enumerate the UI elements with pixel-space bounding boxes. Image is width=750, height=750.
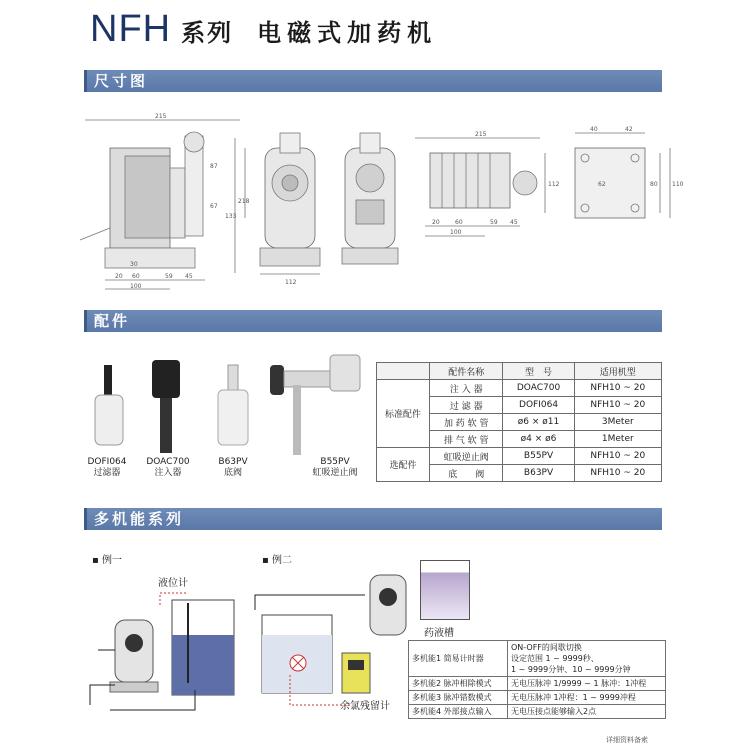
table-cell: 过 滤 器: [430, 397, 503, 414]
table-cell: 多机能3 脉冲错数模式: [409, 691, 508, 705]
group-label: 选配件: [377, 448, 430, 482]
accessories-table: [376, 362, 662, 482]
dim-label: 60: [455, 219, 463, 226]
foot-valve-part-image: [218, 365, 248, 445]
dimension-drawings: [70, 108, 684, 298]
table-header-cell: 配件名称: [430, 363, 503, 380]
group-label: 标准配件: [377, 380, 430, 448]
example-1-text: 例一: [101, 555, 122, 566]
part-name: 注入器: [154, 468, 182, 478]
table-cell: 注 入 器: [430, 380, 503, 397]
example-diagrams: [80, 565, 410, 720]
table-cell: NFH10 ~ 20: [574, 448, 661, 465]
dim-label: 67: [210, 203, 218, 210]
part-caption: [208, 457, 258, 479]
table-cell: 排 气 软 管: [430, 431, 503, 448]
table-header-cell: 适用机型: [574, 363, 661, 380]
dim-label: 40: [590, 126, 598, 133]
dim-label: 218: [238, 198, 250, 205]
section-title-accessories: 配件: [94, 312, 131, 330]
dim-label: 87: [210, 163, 218, 170]
table-cell: ON-OFF的间歇切换 设定范围 1 ~ 9999秒、 1 ~ 9999分钟、10 ~ 9999分钟: [508, 641, 666, 677]
part-caption: [143, 457, 193, 479]
residual-meter-label: 余氯残留计: [340, 701, 390, 712]
siphon-valve-part-image: [270, 355, 360, 455]
dim-label: 45: [510, 219, 518, 226]
table-cell: 虹吸逆止阀: [430, 448, 503, 465]
table-cell: 多机能4 外部接点输入: [409, 705, 508, 719]
tank-label: 药液槽: [424, 628, 454, 639]
section-title-dimensions: 尺寸图: [94, 72, 149, 90]
part-code: B55PV: [320, 457, 350, 467]
part-name: 虹吸逆止阀: [312, 468, 358, 478]
table-cell: B63PV: [503, 465, 574, 482]
dim-label: 30: [130, 261, 138, 268]
dim-label: 42: [625, 126, 633, 133]
filter-part-image: [95, 365, 123, 445]
dim-label: 112: [548, 181, 560, 188]
section-bar-dimensions: [84, 70, 662, 92]
part-code: B63PV: [218, 457, 248, 467]
table-row: [409, 641, 666, 677]
table-cell: 多机能2 脉冲相除模式: [409, 677, 508, 691]
table-cell: 无电压脉冲 1冲程：1 ~ 9999冲程: [508, 691, 666, 705]
product-subtitle: 电磁式加药机: [257, 19, 438, 47]
dim-label: 110: [672, 181, 684, 188]
series-label: 系列: [181, 19, 234, 47]
table-row: [377, 448, 662, 465]
dim-label: 59: [490, 219, 498, 226]
dim-label: 100: [450, 229, 462, 236]
page-header: [90, 8, 437, 48]
example-2-label: ▪ 例二: [262, 555, 292, 566]
part-caption: [300, 457, 370, 479]
table-cell: ø4 × ø6: [503, 431, 574, 448]
chemical-tank-image: [420, 560, 470, 620]
table-cell: [377, 363, 430, 380]
example-1-pump-image: [110, 620, 158, 692]
example-2-tank: [262, 615, 332, 693]
dim-label: 133: [225, 213, 237, 220]
table-cell: DOAC700: [503, 380, 574, 397]
example-2-text: 例二: [271, 555, 292, 566]
table-cell: B55PV: [503, 448, 574, 465]
dim-label: 60: [132, 273, 140, 280]
dim-label: 112: [285, 279, 297, 286]
dim-label: 20: [432, 219, 440, 226]
table-row: [409, 691, 666, 705]
table-cell: 多机能1 简易计时器: [409, 641, 508, 677]
table-row: [377, 380, 662, 397]
example-2-pump-image: [370, 575, 406, 635]
table-cell: 1Meter: [574, 431, 661, 448]
multifunction-table: [408, 640, 666, 719]
section-bar-accessories: [84, 310, 662, 332]
table-cell: 3Meter: [574, 414, 661, 431]
part-images: [80, 345, 370, 460]
dim-label: 20: [115, 273, 123, 280]
table-cell: NFH10 ~ 20: [574, 465, 661, 482]
section-title-multifunction: 多机能系列: [94, 510, 185, 528]
table-cell: DOFI064: [503, 397, 574, 414]
dim-label: 215: [155, 113, 167, 120]
table-row: [409, 677, 666, 691]
example-1-tank: [160, 593, 234, 695]
dim-label: 62: [598, 181, 606, 188]
part-code: DOAC700: [146, 457, 190, 467]
table-header-row: [377, 363, 662, 380]
dim-label: 59: [165, 273, 173, 280]
brand-title: NFH: [90, 8, 172, 50]
section-bar-multifunction: [84, 508, 662, 530]
table-cell: NFH10 ~ 20: [574, 380, 661, 397]
part-name: 过滤器: [93, 468, 121, 478]
table-header-cell: 型 号: [503, 363, 574, 380]
table-cell: 无电压接点能够输入2点: [508, 705, 666, 719]
injector-part-image: [152, 360, 180, 453]
example-1-label: ▪ 例一: [92, 555, 122, 566]
residual-meter-image: [342, 653, 370, 693]
part-name: 底阀: [223, 468, 242, 478]
dim-label: 100: [130, 283, 142, 290]
part-code: DOFI064: [87, 457, 127, 467]
footnote: 详细资料备索: [606, 736, 648, 744]
table-cell: 加 药 软 管: [430, 414, 503, 431]
table-cell: 无电压脉冲 1/9999 ~ 1 脉冲：1冲程: [508, 677, 666, 691]
table-cell: NFH10 ~ 20: [574, 397, 661, 414]
table-cell: 底 阀: [430, 465, 503, 482]
table-cell: ø6 × ø11: [503, 414, 574, 431]
dim-label: 80: [650, 181, 658, 188]
level-meter-label: 液位计: [158, 578, 188, 589]
dim-label: 215: [475, 131, 487, 138]
table-row: [409, 705, 666, 719]
dim-label: 45: [185, 273, 193, 280]
part-caption: [82, 457, 132, 479]
